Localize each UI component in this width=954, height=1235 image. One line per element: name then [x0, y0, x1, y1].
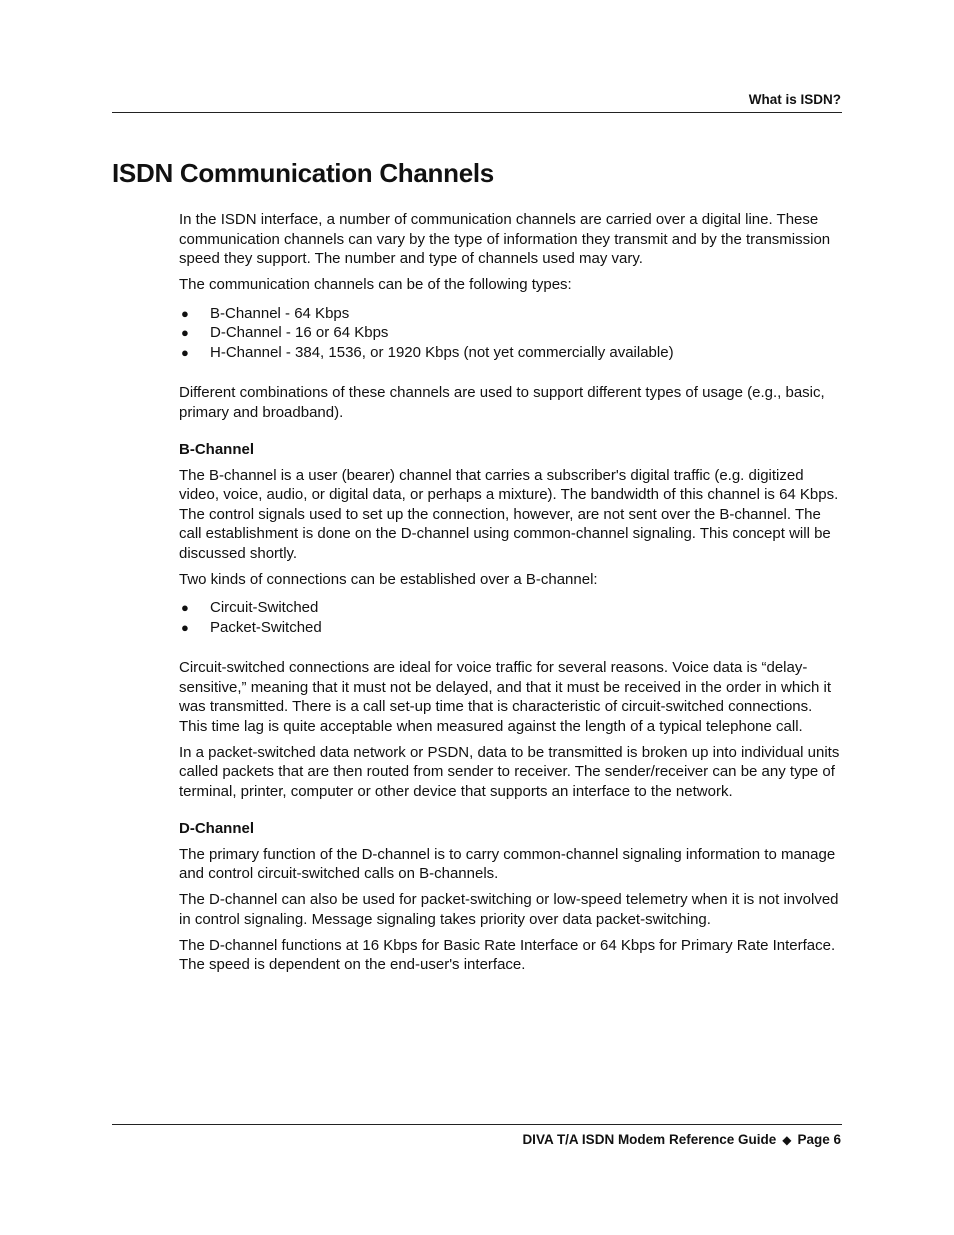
d-channel-paragraph-2: The D-channel can also be used for packet-switching or low-speed telemetry when it is not involved in control signaling. Message signaling takes priority over data packet-switching. [179, 891, 839, 928]
b-channel-paragraph-3: Circuit-switched connections are ideal for voice traffic for several reasons. Voice data is “delay-sensitive,” meaning that it must not be delayed, and that it must be received in the order in which it was transmitted. There is a call set-up time that is characteristic of circuit-switched connections. This time lag is quite acceptable when measured against the length of a typical telephone call. [179, 659, 832, 735]
list-item: ● Packet-Switched [181, 618, 322, 636]
bullet-icon: ● [181, 619, 189, 635]
d-channel-paragraph-1: The primary function of the D-channel is to carry common-channel signaling information to manage and control circuit-switched calls on B-channels. [179, 845, 836, 882]
guide-title: DIVA T/A ISDN Modem Reference Guide [522, 1132, 777, 1147]
running-header: What is ISDN? [748, 92, 841, 107]
diamond-icon: ◆ [782, 1133, 792, 1147]
bullet-icon: ● [181, 344, 189, 360]
channel-types-list [179, 304, 843, 363]
b-channel-paragraph-1: The B-channel is a user (bearer) channel that carries a subscriber's digital traffic (e.g. digitized video, voice, audio, or digital data, or perhaps a mixture). The bandwidth of this channel is 64 Kbps. The control signals used to set up the connection, however, are not sent over the B-channel. The call establishment is done on the D-channel using common-channel signaling. This concept will be discussed shortly. [179, 466, 839, 562]
b-channel-paragraph-4: In a packet-switched data network or PSDN, data to be transmitted is broken up into individual units called packets that are then routed from sender to receiver. The sender/receiver can be any type of terminal, printer, computer or other device that supports an interface to the network. [179, 743, 840, 800]
body-content [179, 210, 843, 981]
list-item: ● H-Channel - 384, 1536, or 1920 Kbps (not yet commercially available) [181, 343, 674, 361]
intro-paragraph-2: The communication channels can be of the following types: [179, 276, 572, 293]
page-title: ISDN Communication Channels [112, 158, 494, 188]
intro-paragraph-1: In the ISDN interface, a number of communication channels are carried over a digital line. These communication channels can vary by the type of information they transmit and by the transmission speed they support. The number and type of channels used may vary. [179, 211, 831, 267]
bullet-icon: ● [181, 305, 189, 321]
list-item: ● B-Channel - 64 Kbps [181, 304, 350, 322]
list-item: ● Circuit-Switched [181, 599, 319, 616]
bullet-icon: ● [181, 325, 189, 340]
footer-rule [112, 1124, 842, 1125]
list-item: ● D-Channel - 16 or 64 Kbps [181, 324, 389, 341]
b-channel-paragraph-2: Two kinds of connections can be established over a B-channel: [179, 570, 598, 588]
d-channel-paragraph-3: The D-channel functions at 16 Kbps for Basic Rate Interface or 64 Kbps for Primary Rate Interface. The speed is dependent on the end-user's interface. [179, 936, 836, 973]
bullet-icon: ● [181, 600, 189, 615]
b-channel-heading: B-Channel [179, 440, 254, 458]
connection-types-list [179, 598, 843, 637]
page-number: Page 6 [797, 1132, 841, 1147]
d-channel-heading: D-Channel [179, 819, 254, 837]
header-rule [112, 112, 842, 113]
intro-paragraph-3: Different combinations of these channels are used to support different types of usage (e.g., basic, primary and broadband). [179, 384, 825, 421]
page-footer [522, 1132, 841, 1147]
